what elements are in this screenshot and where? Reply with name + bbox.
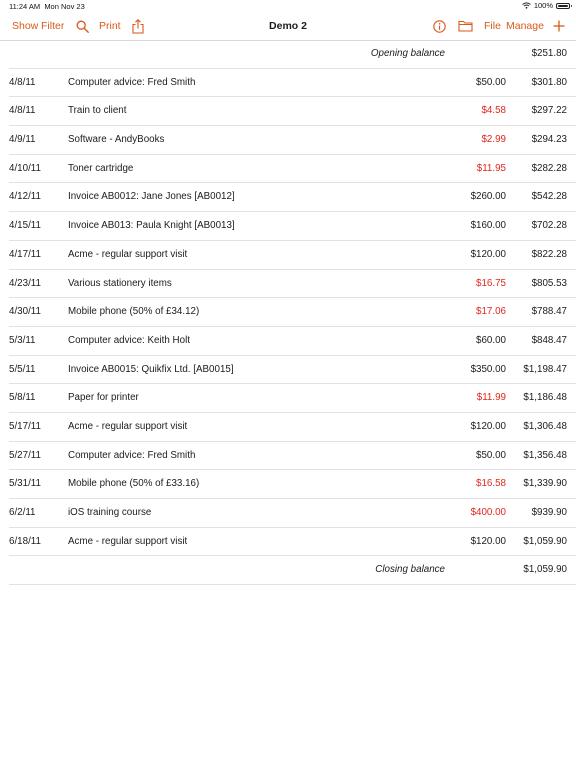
row-balance: $282.28 (531, 162, 567, 174)
transaction-rows (9, 69, 576, 557)
row-date: 5/31/11 (9, 478, 41, 490)
page-title: Demo 2 (269, 20, 307, 32)
row-amount: $120.00 (470, 535, 506, 547)
folder-icon (458, 20, 473, 32)
search-icon (76, 20, 89, 33)
add-button[interactable] (552, 18, 565, 34)
row-date: 4/23/11 (9, 277, 41, 289)
opening-balance-row (9, 40, 576, 69)
row-date: 4/9/11 (9, 134, 36, 146)
row-amount: $17.06 (476, 306, 506, 318)
table-row[interactable] (9, 241, 576, 270)
closing-balance-label: Closing balance (375, 564, 445, 576)
row-description: Toner cartridge (68, 162, 134, 174)
row-amount: $50.00 (476, 449, 506, 461)
show-button[interactable]: Show (12, 20, 39, 32)
row-balance: $702.28 (531, 220, 567, 232)
row-description: Invoice AB0015: Quikfix Ltd. [AB0015] (68, 363, 234, 375)
table-row[interactable] (9, 470, 576, 499)
status-date: Mon Nov 23 (44, 2, 85, 11)
row-date: 6/2/11 (9, 507, 36, 518)
row-balance: $1,198.47 (523, 363, 567, 375)
row-balance: $1,306.48 (523, 420, 567, 432)
nav-bar (0, 12, 576, 41)
table-row[interactable] (9, 183, 576, 212)
row-balance: $822.28 (531, 248, 567, 260)
share-button[interactable] (131, 18, 145, 34)
row-description: Various stationery items (68, 277, 172, 289)
row-description: iOS training course (68, 507, 152, 518)
row-balance: $1,356.48 (523, 449, 567, 461)
plus-icon (553, 20, 565, 32)
folder-button[interactable] (457, 18, 473, 34)
table-row[interactable] (9, 97, 576, 126)
row-description: Mobile phone (50% of £34.12) (68, 306, 200, 318)
wifi-icon (522, 2, 531, 9)
info-icon (433, 20, 446, 33)
row-date: 5/17/11 (9, 420, 41, 432)
opening-balance-label: Opening balance (370, 48, 445, 59)
row-description: Invoice AB0012: Jane Jones [AB0012] (68, 191, 235, 203)
row-date: 4/10/11 (9, 162, 41, 174)
row-amount: $60.00 (476, 334, 506, 346)
table-row[interactable] (9, 499, 576, 528)
table-row[interactable] (9, 298, 576, 327)
row-amount: $260.00 (470, 191, 506, 203)
print-button[interactable]: Print (99, 20, 121, 32)
row-balance: $542.28 (531, 191, 567, 203)
row-description: Mobile phone (50% of £33.16) (68, 478, 200, 490)
table-row[interactable] (9, 69, 576, 98)
table-row[interactable] (9, 413, 576, 442)
status-time-date (9, 2, 85, 11)
row-date: 4/8/11 (9, 105, 36, 117)
table-row[interactable] (9, 442, 576, 471)
status-time: 11:24 AM (9, 2, 41, 11)
row-amount: $350.00 (470, 363, 506, 375)
filter-button[interactable]: Filter (41, 20, 65, 32)
info-button[interactable] (432, 18, 446, 34)
row-date: 6/18/11 (9, 535, 41, 547)
row-description: Acme - regular support visit (68, 420, 188, 432)
closing-balance-value: $1,059.90 (523, 564, 567, 576)
row-amount: $120.00 (470, 420, 506, 432)
row-date: 4/12/11 (9, 191, 41, 203)
file-button[interactable]: File (484, 20, 501, 32)
row-balance: $301.80 (531, 76, 567, 88)
row-date: 4/17/11 (9, 248, 41, 260)
table-row[interactable] (9, 126, 576, 155)
table-row[interactable] (9, 270, 576, 299)
status-right (522, 1, 570, 10)
row-date: 4/15/11 (9, 220, 41, 232)
row-description: Computer advice: Keith Holt (68, 334, 190, 346)
row-description: Software - AndyBooks (68, 134, 165, 146)
row-amount: $160.00 (470, 220, 506, 232)
row-balance: $939.90 (531, 507, 567, 518)
table-row[interactable] (9, 356, 576, 385)
row-amount: $400.00 (470, 507, 506, 518)
row-date: 5/3/11 (9, 334, 36, 346)
row-description: Acme - regular support visit (68, 535, 188, 547)
row-description: Acme - regular support visit (68, 248, 188, 260)
table-row[interactable] (9, 212, 576, 241)
manage-button[interactable]: Manage (506, 20, 544, 32)
row-date: 5/5/11 (9, 363, 36, 375)
row-balance: $1,059.90 (523, 535, 567, 547)
row-description: Paper for printer (68, 392, 139, 404)
table-row[interactable] (9, 528, 576, 557)
row-balance: $294.23 (531, 134, 567, 146)
row-amount: $120.00 (470, 248, 506, 260)
row-balance: $1,339.90 (523, 478, 567, 490)
row-amount: $16.75 (476, 277, 506, 289)
row-date: 4/30/11 (9, 306, 41, 318)
row-balance: $297.22 (531, 105, 567, 117)
share-icon (132, 19, 144, 34)
search-button[interactable] (75, 18, 89, 34)
table-row[interactable] (9, 327, 576, 356)
row-balance: $848.47 (531, 334, 567, 346)
row-amount: $4.58 (481, 105, 506, 117)
row-amount: $11.95 (476, 162, 506, 174)
status-bar (0, 0, 576, 12)
battery-percent: 100% (533, 1, 553, 10)
row-description: Computer advice: Fred Smith (68, 449, 196, 461)
row-amount: $11.99 (476, 392, 506, 404)
table-row[interactable] (9, 384, 576, 413)
row-description: Computer advice: Fred Smith (68, 76, 196, 88)
row-balance: $1,186.48 (523, 392, 567, 404)
opening-balance-value: $251.80 (531, 48, 567, 59)
row-date: 5/27/11 (9, 449, 41, 461)
row-description: Train to client (68, 105, 127, 117)
row-balance: $805.53 (531, 277, 567, 289)
row-amount: $50.00 (476, 76, 506, 88)
closing-balance-row (9, 556, 576, 585)
row-date: 5/8/11 (9, 392, 36, 404)
battery-icon (556, 3, 570, 9)
ledger-list (9, 40, 576, 585)
table-row[interactable] (9, 155, 576, 184)
row-balance: $788.47 (531, 306, 567, 318)
row-description: Invoice AB013: Paula Knight [AB0013] (68, 220, 235, 232)
row-amount: $16.58 (476, 478, 506, 490)
row-amount: $2.99 (481, 134, 506, 146)
row-date: 4/8/11 (9, 76, 36, 88)
